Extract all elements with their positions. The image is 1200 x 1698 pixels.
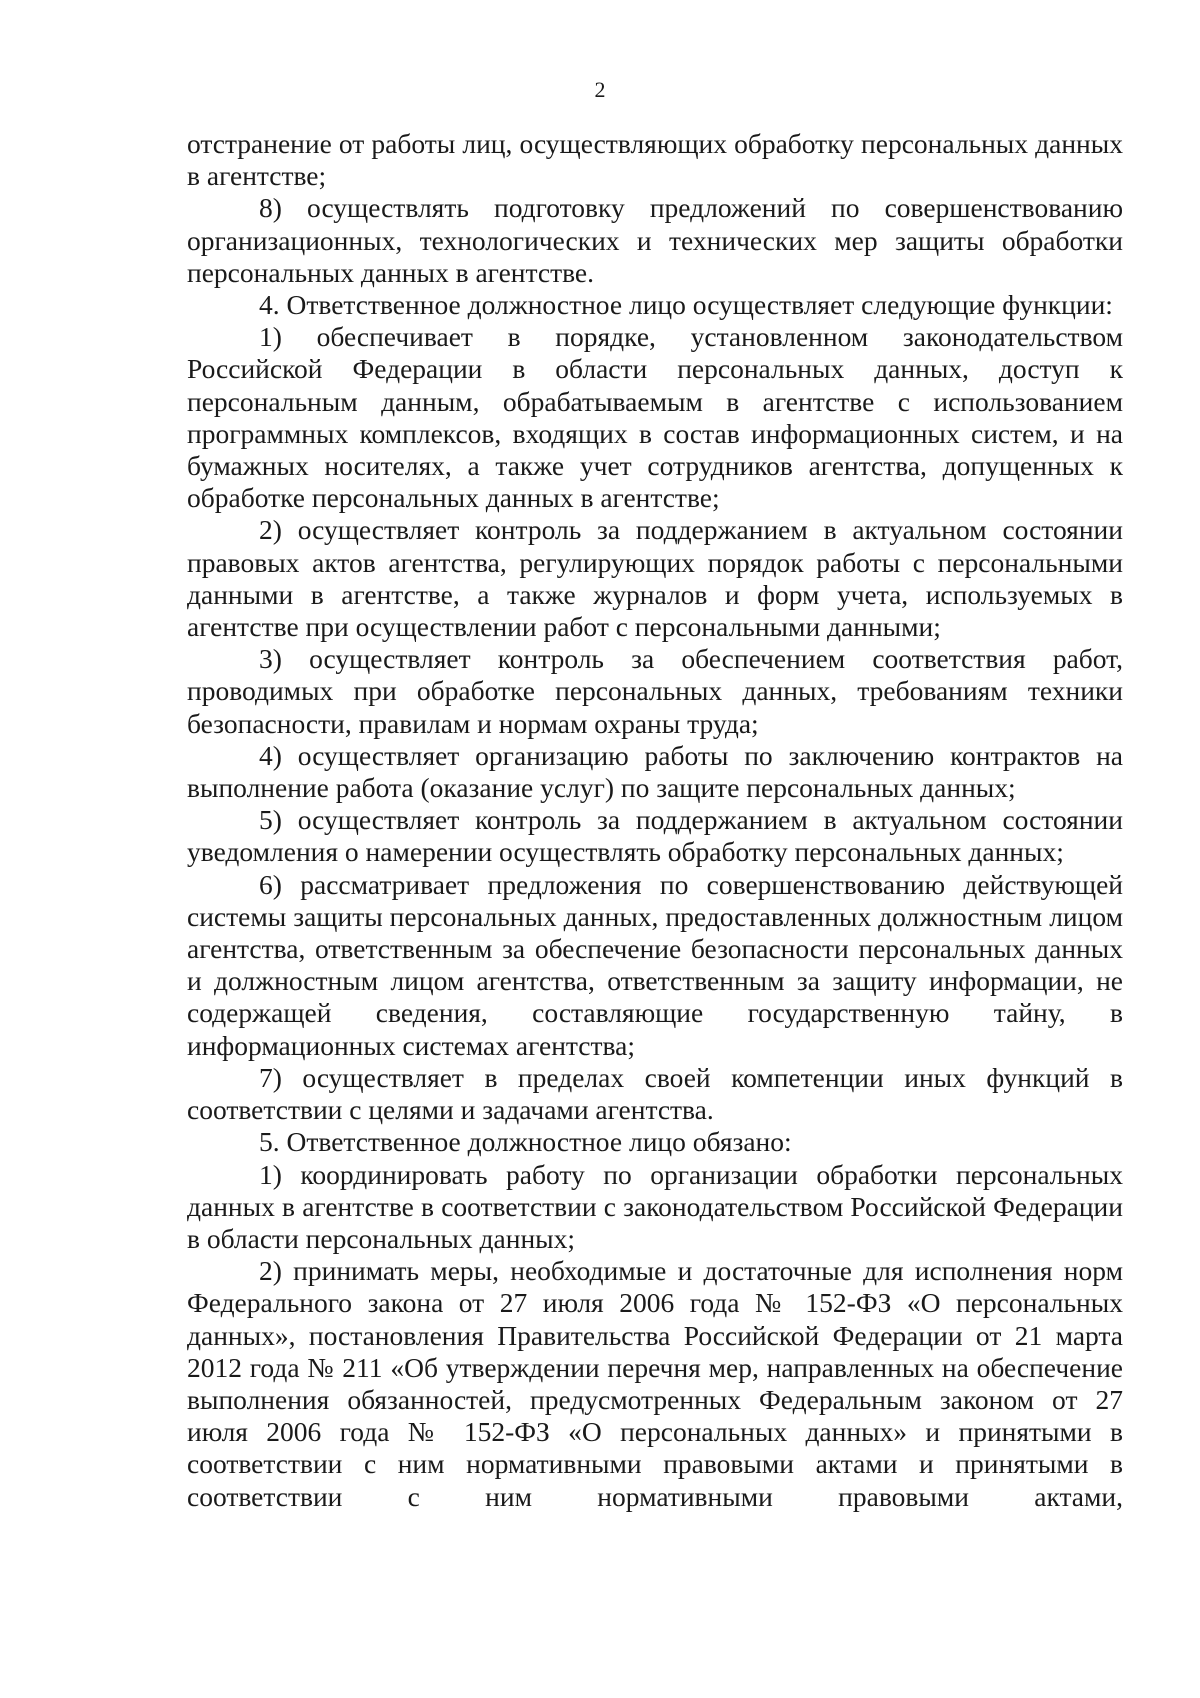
paragraph-section-4-item-2: 2) осуществляет контроль за поддержанием в актуальном состоянии правовых актов агентства, регулирующих порядок работы с персональными данными в агентстве, а также журналов и форм учета, используемых в агентстве при осуществлении работ с персональными данными; bbox=[187, 514, 1123, 643]
paragraph-item-8: 8) осуществлять подготовку предложений по совершенствованию организационных, технологических и технических мер защиты обработки персональных данных в агентстве. bbox=[187, 192, 1123, 288]
paragraph-section-5-item-1: 1) координировать работу по организации обработки персональных данных в агентстве в соответствии с законодательством Российской Федерации в области персональных данных; bbox=[187, 1158, 1123, 1254]
document-body bbox=[187, 128, 1123, 1513]
paragraph-section-5-item-2: 2) принимать меры, необходимые и достаточные для исполнения норм Федерального закона от 27 июля 2006 года № 152-ФЗ «О персональных данных», постановления Правительства Российской Федерации от 21 марта 2012 года № 211 «Об утверждении перечня мер, направленных на обеспечение выполнения обязанностей, предусмотренных Федеральным законом от 27 июля 2006 года № 152-ФЗ «О персональных данных» и принятыми в соответствии с ним нормативными правовыми актами и принятыми в соответствии с ним нормативными правовыми актами, bbox=[187, 1255, 1123, 1512]
paragraph-continuation: отстранение от работы лиц, осуществляющих обработку персональных данных в агентстве; bbox=[187, 128, 1123, 192]
page-number: 2 bbox=[594, 77, 606, 102]
paragraph-section-4-item-1: 1) обеспечивает в порядке, установленном законодательством Российской Федерации в области персональных данных, доступ к персональным данным, обрабатываемым в агентстве с использованием программных комплексов, входящих в состав информационных систем, и на бумажных носителях, а также учет сотрудников агентства, допущенных к обработке персональных данных в агентстве; bbox=[187, 321, 1123, 514]
paragraph-section-4-item-4: 4) осуществляет организацию работы по заключению контрактов на выполнение работа (оказание услуг) по защите персональных данных; bbox=[187, 739, 1123, 804]
paragraph-section-4-item-5: 5) осуществляет контроль за поддержанием в актуальном состоянии уведомления о намерении осуществлять обработку персональных данных; bbox=[187, 804, 1123, 868]
paragraph-section-4-item-6: 6) рассматривает предложения по совершенствованию действующей системы защиты персональных данных, предоставленных должностным лицом агентства, ответственным за обеспечение безопасности персональных данных и должностным лицом агентства, ответственным за защиту информации, не содержащей сведения, составляющие государственную тайну, в информационных системах агентства; bbox=[187, 868, 1123, 1061]
paragraph-section-5: 5. Ответственное должностное лицо обязано: bbox=[259, 1126, 792, 1158]
paragraph-section-4-item-3: 3) осуществляет контроль за обеспечением соответствия работ, проводимых при обработке персональных данных, требованиям техники безопасности, правилам и нормам охраны труда; bbox=[187, 643, 1123, 739]
paragraph-section-4: 4. Ответственное должностное лицо осуществляет следующие функции: bbox=[259, 289, 1113, 321]
paragraph-section-4-item-7: 7) осуществляет в пределах своей компетенции иных функций в соответствии с целями и задачами агентства. bbox=[187, 1061, 1123, 1126]
